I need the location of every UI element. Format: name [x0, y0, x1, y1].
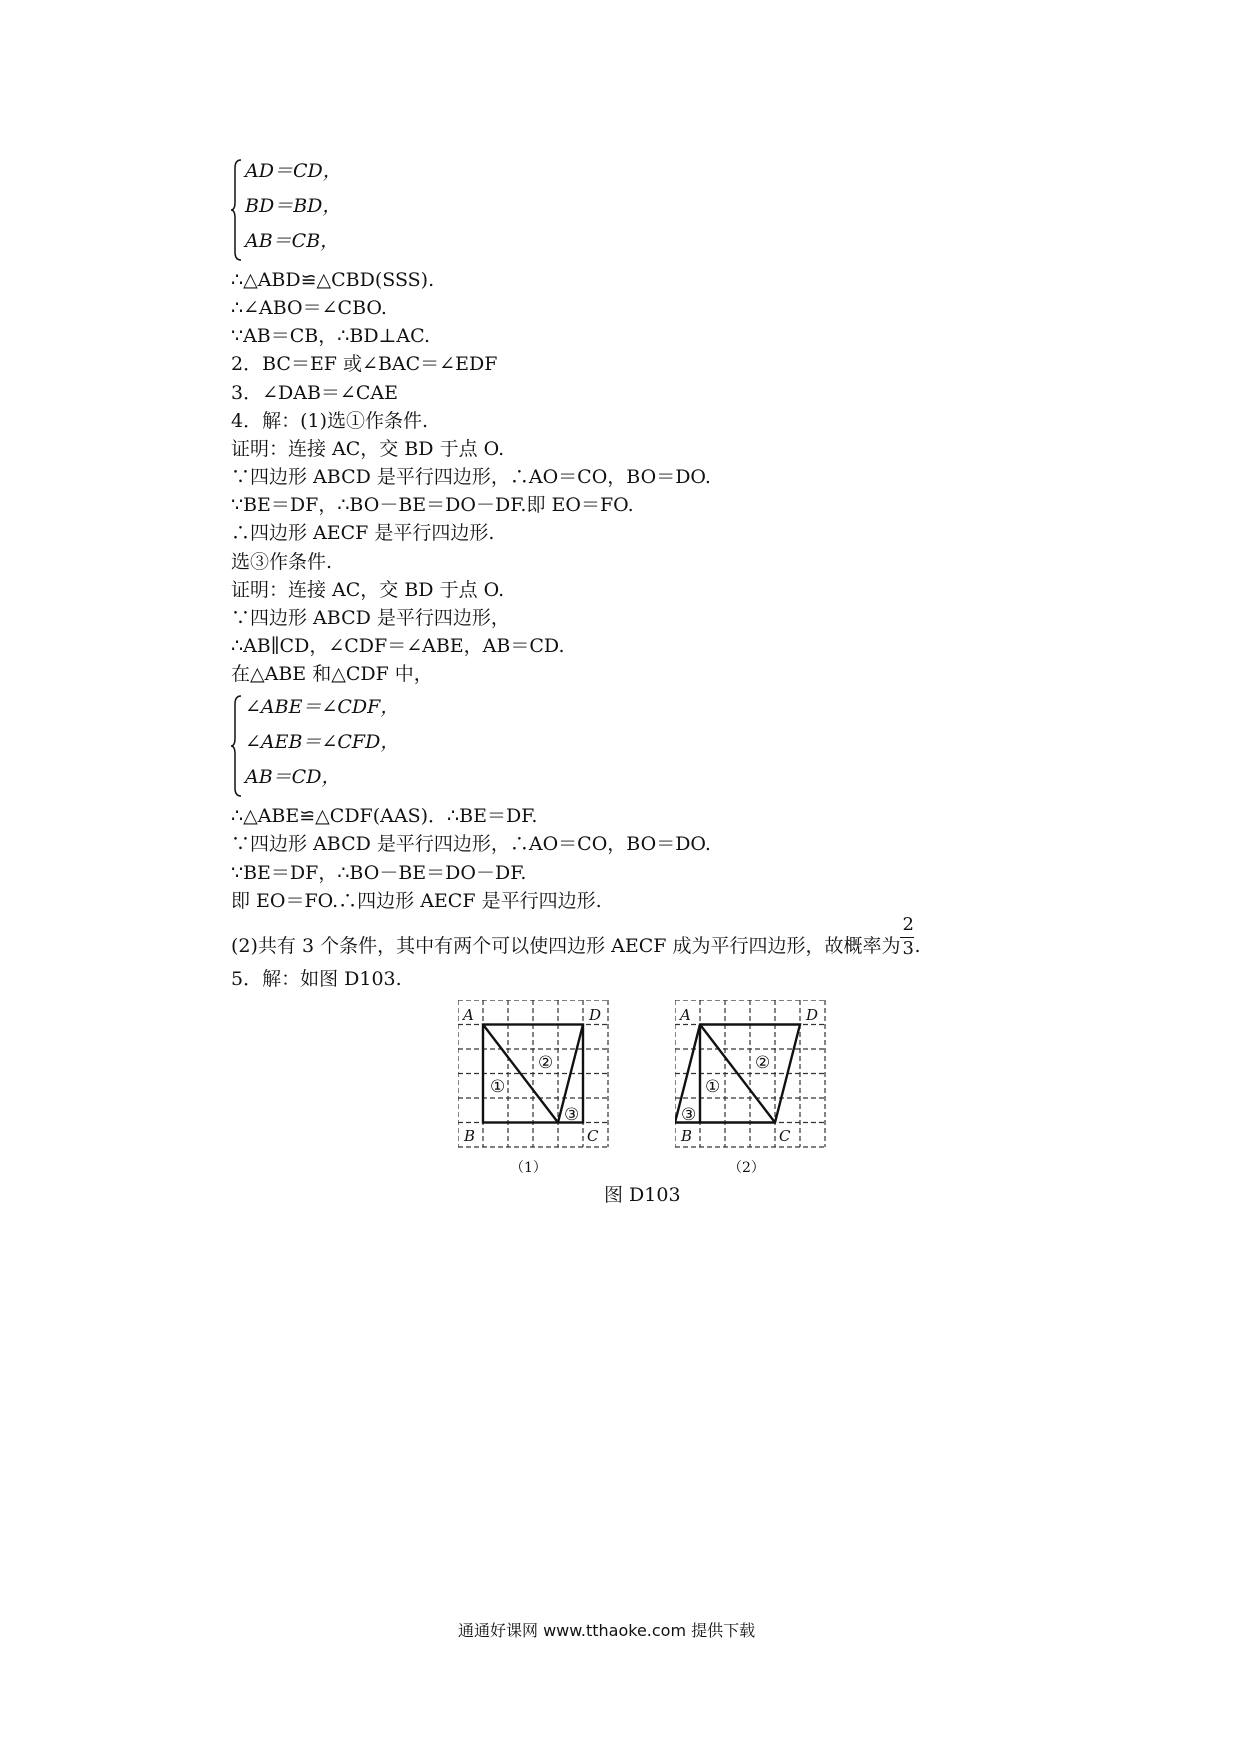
left-brace: [231, 158, 243, 262]
part2-text: (2)共有 3 个条件，其中有两个可以使四边形 AECF 成为平行四边形，故概率为: [231, 935, 901, 957]
text-line: ∵BE＝DF，∴BO－BE＝DO－DF.: [231, 862, 527, 884]
system1-line-2: BD＝BD，: [245, 195, 342, 217]
vertex-label-b: B: [464, 1127, 476, 1145]
figure-2: [675, 1000, 831, 1148]
footer-text: 通通好课网 www.tthaoke.com 提供下载: [458, 1621, 756, 1640]
text-line: 证明：连接 AC，交 BD 于点 O.: [231, 438, 505, 460]
text-line: ∴△ABD≌△CBD(SSS).: [231, 269, 435, 291]
figure-1-caption: （1）: [510, 1160, 547, 1176]
fraction: [900, 914, 914, 959]
question-5: 5．解：如图 D103.: [231, 968, 402, 990]
fraction-numerator: 2: [902, 914, 914, 935]
region-label-2: ②: [538, 1053, 554, 1073]
text-line: 3．∠DAB＝∠CAE: [231, 382, 398, 404]
vertex-label-c: C: [587, 1127, 599, 1145]
region-label-3: ③: [681, 1105, 697, 1125]
vertex-label-a: A: [680, 1006, 691, 1024]
text-line: ∵四边形 ABCD 是平行四边形，∴AO＝CO，BO＝DO.: [231, 833, 711, 855]
system1-line-3: AB＝CB，: [245, 230, 340, 252]
vertex-label-d: D: [589, 1006, 602, 1024]
system1-line-1: AD＝CD，: [245, 160, 342, 182]
part2-line: [231, 914, 921, 959]
text-line: 4．解：(1)选①作条件.: [231, 410, 429, 432]
figure-1: [458, 1000, 614, 1148]
system2-line-1: ∠ABE＝∠CDF，: [245, 696, 400, 718]
region-label-1: ①: [705, 1077, 721, 1097]
grid-lines: [458, 1000, 608, 1147]
left-brace: [231, 694, 243, 798]
vertex-label-d: D: [806, 1006, 819, 1024]
region-label-1: ①: [490, 1077, 506, 1097]
grid-lines: [675, 1000, 825, 1147]
system2-line-3: AB＝CD，: [245, 766, 341, 788]
system2-line-2: ∠AEB＝∠CFD，: [245, 731, 400, 753]
text-line: ∵四边形 ABCD 是平行四边形，: [231, 607, 510, 629]
part2-end: .: [914, 935, 921, 957]
figure-title: 图 D103: [604, 1184, 681, 1206]
fraction-denominator: 3: [902, 938, 914, 959]
text-line: 证明：连接 AC，交 BD 于点 O.: [231, 579, 505, 601]
region-label-3: ③: [564, 1105, 580, 1125]
text-line: 选③作条件.: [231, 551, 333, 573]
vertex-label-a: A: [463, 1006, 474, 1024]
region-label-2: ②: [755, 1053, 771, 1073]
vertex-label-b: B: [681, 1127, 693, 1145]
text-line: ∴四边形 AECF 是平行四边形.: [231, 522, 495, 544]
text-line: ∵四边形 ABCD 是平行四边形，∴AO＝CO，BO＝DO.: [231, 466, 711, 488]
text-line: ∴∠ABO＝∠CBO.: [231, 297, 387, 319]
text-line: ∴△ABE≌△CDF(AAS)．∴BE＝DF.: [231, 805, 538, 827]
vertex-label-c: C: [779, 1127, 791, 1145]
text-line: 即 EO＝FO.∴四边形 AECF 是平行四边形.: [231, 890, 602, 912]
text-line: 2．BC＝EF 或∠BAC＝∠EDF: [231, 353, 498, 375]
figure-2-caption: （2）: [728, 1160, 765, 1176]
text-line: ∵BE＝DF，∴BO－BE＝DO－DF.即 EO＝FO.: [231, 494, 634, 516]
text-line: ∴AB∥CD，∠CDF＝∠ABE，AB＝CD.: [231, 635, 565, 657]
text-line: 在△ABE 和△CDF 中，: [231, 663, 433, 685]
text-line: ∵AB＝CB，∴BD⊥AC.: [231, 325, 431, 347]
